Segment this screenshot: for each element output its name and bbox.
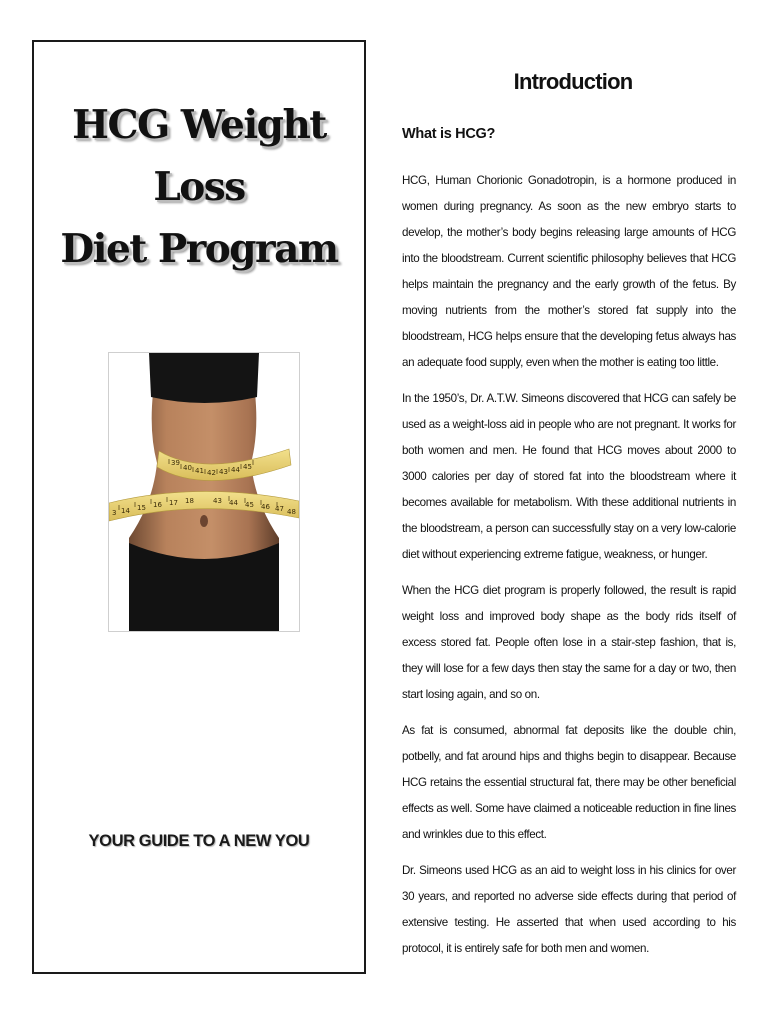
tape-number: 39 [171, 459, 180, 467]
paragraph: Dr. Simeons used HCG as an aid to weight loss in his clinics for over 30 years, and reported no adverse side effects during that period of extensive testing. He asserted that when used according to his protocol, it is entirely safe for both men and women. [402, 864, 736, 955]
tape-number: 45 [245, 501, 254, 509]
cover-title [34, 94, 364, 280]
sports-bra [149, 353, 259, 403]
waist-measuring-tape-image [109, 353, 299, 631]
tape-number: 48 [287, 508, 296, 516]
tape-number: 14 [121, 507, 130, 515]
subheading: What is HCG? [402, 126, 496, 142]
tape-number: 18 [185, 497, 194, 505]
tape-number: 40 [183, 464, 192, 472]
tape-number: 47 [275, 505, 284, 513]
tape-number: 43 [213, 497, 222, 505]
tape-number: 44 [231, 466, 240, 474]
tape-number: 15 [137, 504, 146, 512]
tape-number: 16 [153, 501, 162, 509]
cover-title-line1: HCG Weight Loss [72, 102, 326, 210]
tape-number: 45 [243, 463, 252, 471]
cover-photo [108, 352, 300, 632]
paragraph: In the 1950’s, Dr. A.T.W. Simeons discovered that HCG can safely be used as a weight-loss aid in people who are not pregnant. It works for both women and men. He found that HCG moves about 2000 to 3000 calories per day of stored fat into the bloodstream where it becomes available for metabolism. With these additional nutrients in the bloodstream, a person can successfully stay on a very low-calorie diet without experiencing extreme fatigue, weakness, or hunger. [402, 392, 736, 561]
tape-number: 41 [195, 467, 204, 475]
section-heading: Introduction [513, 69, 633, 94]
tape-number: 46 [261, 503, 270, 511]
cover-panel [32, 40, 366, 974]
tape-number: 17 [169, 499, 178, 507]
cover-title-line2: Diet Program [60, 226, 338, 272]
tape-number: 42 [207, 469, 216, 477]
cover-tagline: YOUR GUIDE TO A NEW YOU [88, 832, 310, 850]
tape-number: 44 [229, 499, 238, 507]
tape-number: 43 [219, 468, 228, 476]
paragraph: When the HCG diet program is properly followed, the result is rapid weight loss and improved body shape as the body rids itself of excess stored fat. People often lose in a stair-step fashion, that is, they will lose for a few days then stay the same for a day or two, then start losing again, and so on. [402, 584, 736, 701]
article-column [402, 60, 736, 972]
navel [200, 515, 208, 527]
tape-number: 3 [112, 509, 117, 517]
paragraph: As fat is consumed, abnormal fat deposits like the double chin, potbelly, and fat around hips and thighs begin to disappear. Because HCG retains the essential structural fat, there may be other beneficial effects as well. Some have claimed a noticeable reduction in fine lines and wrinkles due to this effect. [402, 724, 736, 841]
paragraph: HCG, Human Chorionic Gonadotropin, is a hormone produced in women during pregnancy. As soon as the new embryo starts to develop, the mother’s body begins releasing large amounts of HCG into the bloodstream. Current scientific philosophy believes that HCG helps maintain the pregnancy and the early growth of the fetus. By moving nutrients from the mother’s stored fat supply into the bloodstream, HCG helps ensure that the developing fetus always has an adequate food supply, even when the mother is eating too little. [402, 174, 736, 369]
